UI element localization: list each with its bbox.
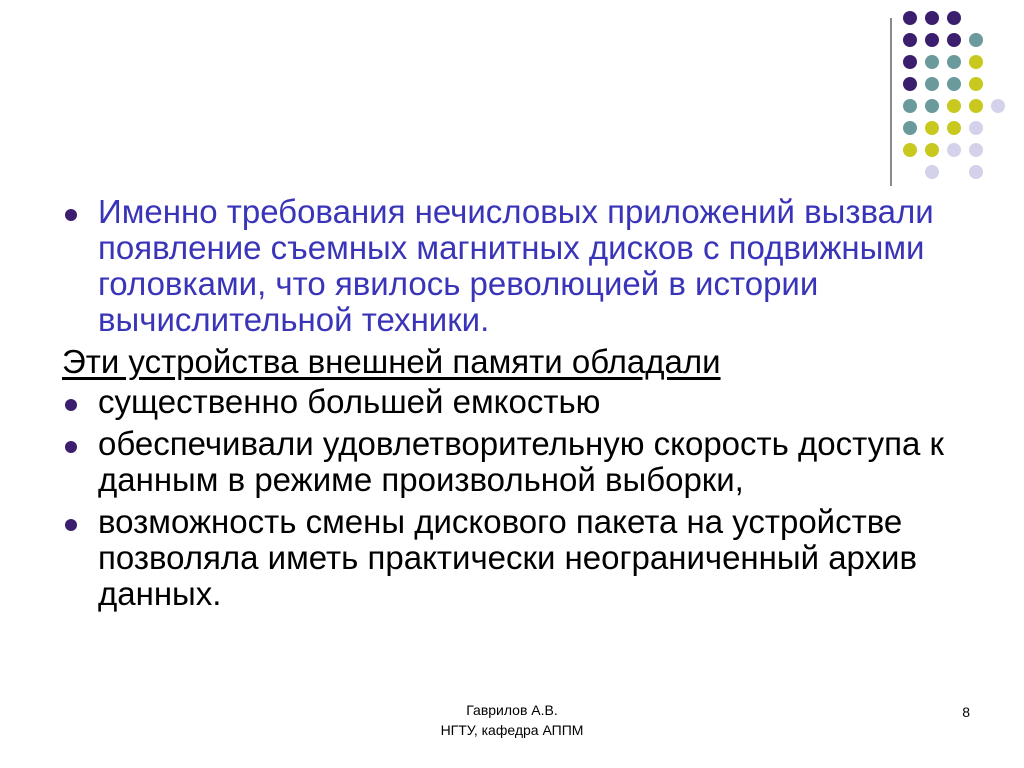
bullet-text: существенно большей емкостью xyxy=(98,383,601,420)
bullet-item-disk-pack xyxy=(62,504,982,612)
decorative-dot xyxy=(947,77,961,91)
decorative-dot xyxy=(947,55,961,69)
decorative-dot xyxy=(925,55,939,69)
bullet-text: возможность смены дискового пакета на устройстве позволяла иметь практически неограниченный архив данных. xyxy=(98,503,917,612)
footer-author: Гаврилов А.В. xyxy=(466,702,558,718)
decorative-dot xyxy=(969,121,983,135)
decorative-dot xyxy=(925,99,939,113)
decorative-dot xyxy=(969,165,983,179)
section-heading xyxy=(62,344,982,380)
decorative-dot xyxy=(925,143,939,157)
decorative-dot xyxy=(925,121,939,135)
decorative-dot xyxy=(969,143,983,157)
decorative-dot xyxy=(903,99,917,113)
bullet-icon xyxy=(65,519,77,531)
decorative-dot-grid xyxy=(903,11,1013,166)
decorative-dot xyxy=(925,11,939,25)
slide-body xyxy=(62,194,982,618)
decorative-dot xyxy=(947,11,961,25)
decorative-dot xyxy=(969,33,983,47)
bullet-text: Именно требования нечисловых приложений вызвали появление съемных магнитных дисков с подвижными головками, что явилось революцией в истории вычислительной техники. xyxy=(98,193,934,338)
vertical-divider xyxy=(890,18,892,186)
decorative-dot xyxy=(903,33,917,47)
decorative-dot xyxy=(925,165,939,179)
decorative-dot xyxy=(969,99,983,113)
decorative-dot xyxy=(903,11,917,25)
bullet-item-capacity xyxy=(62,384,982,420)
slide-footer xyxy=(412,700,612,740)
bullet-icon xyxy=(65,399,77,411)
footer-organization: НГТУ, кафедра АППМ xyxy=(440,722,584,738)
decorative-dot xyxy=(969,55,983,69)
decorative-dot xyxy=(947,121,961,135)
decorative-dot xyxy=(969,77,983,91)
decorative-dot xyxy=(947,143,961,157)
decorative-dot xyxy=(947,99,961,113)
bullet-item-access-speed xyxy=(62,426,982,498)
decorative-dot xyxy=(947,33,961,47)
bullet-icon xyxy=(65,209,77,221)
bullet-text: обеспечивали удовлетворительную скорость доступа к данным в режиме произвольной выборки, xyxy=(98,425,944,498)
bullet-icon xyxy=(65,441,77,453)
heading-text: Эти устройства внешней памяти обладали xyxy=(62,343,721,380)
page-number: 8 xyxy=(962,704,970,720)
decorative-dot xyxy=(903,121,917,135)
decorative-dot xyxy=(903,55,917,69)
decorative-dot xyxy=(991,99,1005,113)
decorative-dot xyxy=(903,77,917,91)
decorative-dot xyxy=(925,77,939,91)
bullet-item-requirements xyxy=(62,194,982,338)
decorative-dot xyxy=(903,143,917,157)
decorative-dot xyxy=(925,33,939,47)
